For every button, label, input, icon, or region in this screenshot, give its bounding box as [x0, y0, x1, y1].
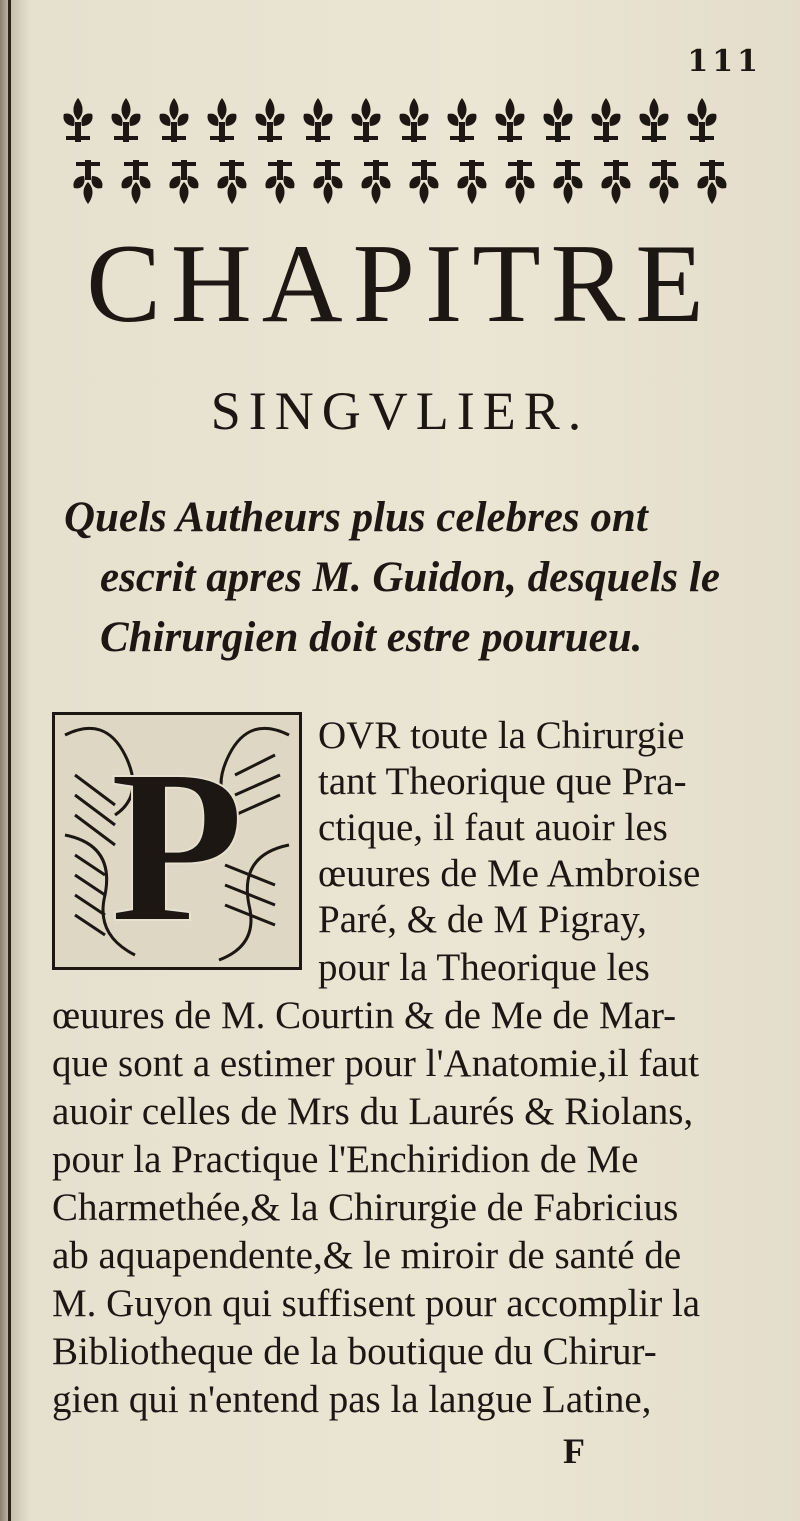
body-line: ab aquapendente,& le miroir de santé de: [52, 1234, 682, 1277]
body-line: auoir celles de Mrs du Laurés & Riolans,: [52, 1090, 694, 1133]
fleuron-ornament-band-icon: [58, 92, 748, 212]
body-line: que sont a estimer pour l'Anatomie,il faut: [52, 1042, 700, 1085]
chapter-subtitle: SINGVLIER.: [210, 381, 590, 441]
body-line: M. Guyon qui suffisent pour accomplir la: [52, 1282, 701, 1325]
body-line: ctique, il faut auoir les: [318, 806, 668, 849]
body-line: œuures de M. Courtin & de Me de Mar-: [52, 994, 677, 1037]
drop-cap-letter: P: [109, 724, 245, 967]
chapter-title: CHAPITRE: [86, 222, 714, 346]
body-line: pour la Theorique les: [318, 946, 650, 989]
body-line: pour la Practique l'Enchiridion de Me: [52, 1138, 639, 1181]
summary-line: Chirurgien doit estre pourueu.: [100, 614, 643, 661]
body-line: gien qui n'entend pas la langue Latine,: [52, 1378, 652, 1421]
body-line: OVR toute la Chirurgie: [318, 714, 685, 757]
body-line: tant Theorique que Pra-: [318, 760, 687, 803]
body-line: Paré, & de M Pigray,: [318, 898, 647, 941]
catchword: F: [563, 1431, 585, 1471]
body-line: œuures de Me Ambroise: [318, 852, 701, 895]
body-line: Bibliotheque de la boutique du Chirur-: [52, 1330, 657, 1373]
summary-line: Quels Autheurs plus celebres ont: [64, 494, 648, 541]
body-line: Charmethée,& la Chirurgie de Fabricius: [52, 1186, 679, 1229]
decorated-initial-p-icon: [52, 712, 302, 970]
page-number: 111: [687, 44, 762, 79]
chapter-summary: [64, 488, 764, 668]
summary-line: escrit apres M. Guidon, desquels le: [100, 554, 720, 601]
